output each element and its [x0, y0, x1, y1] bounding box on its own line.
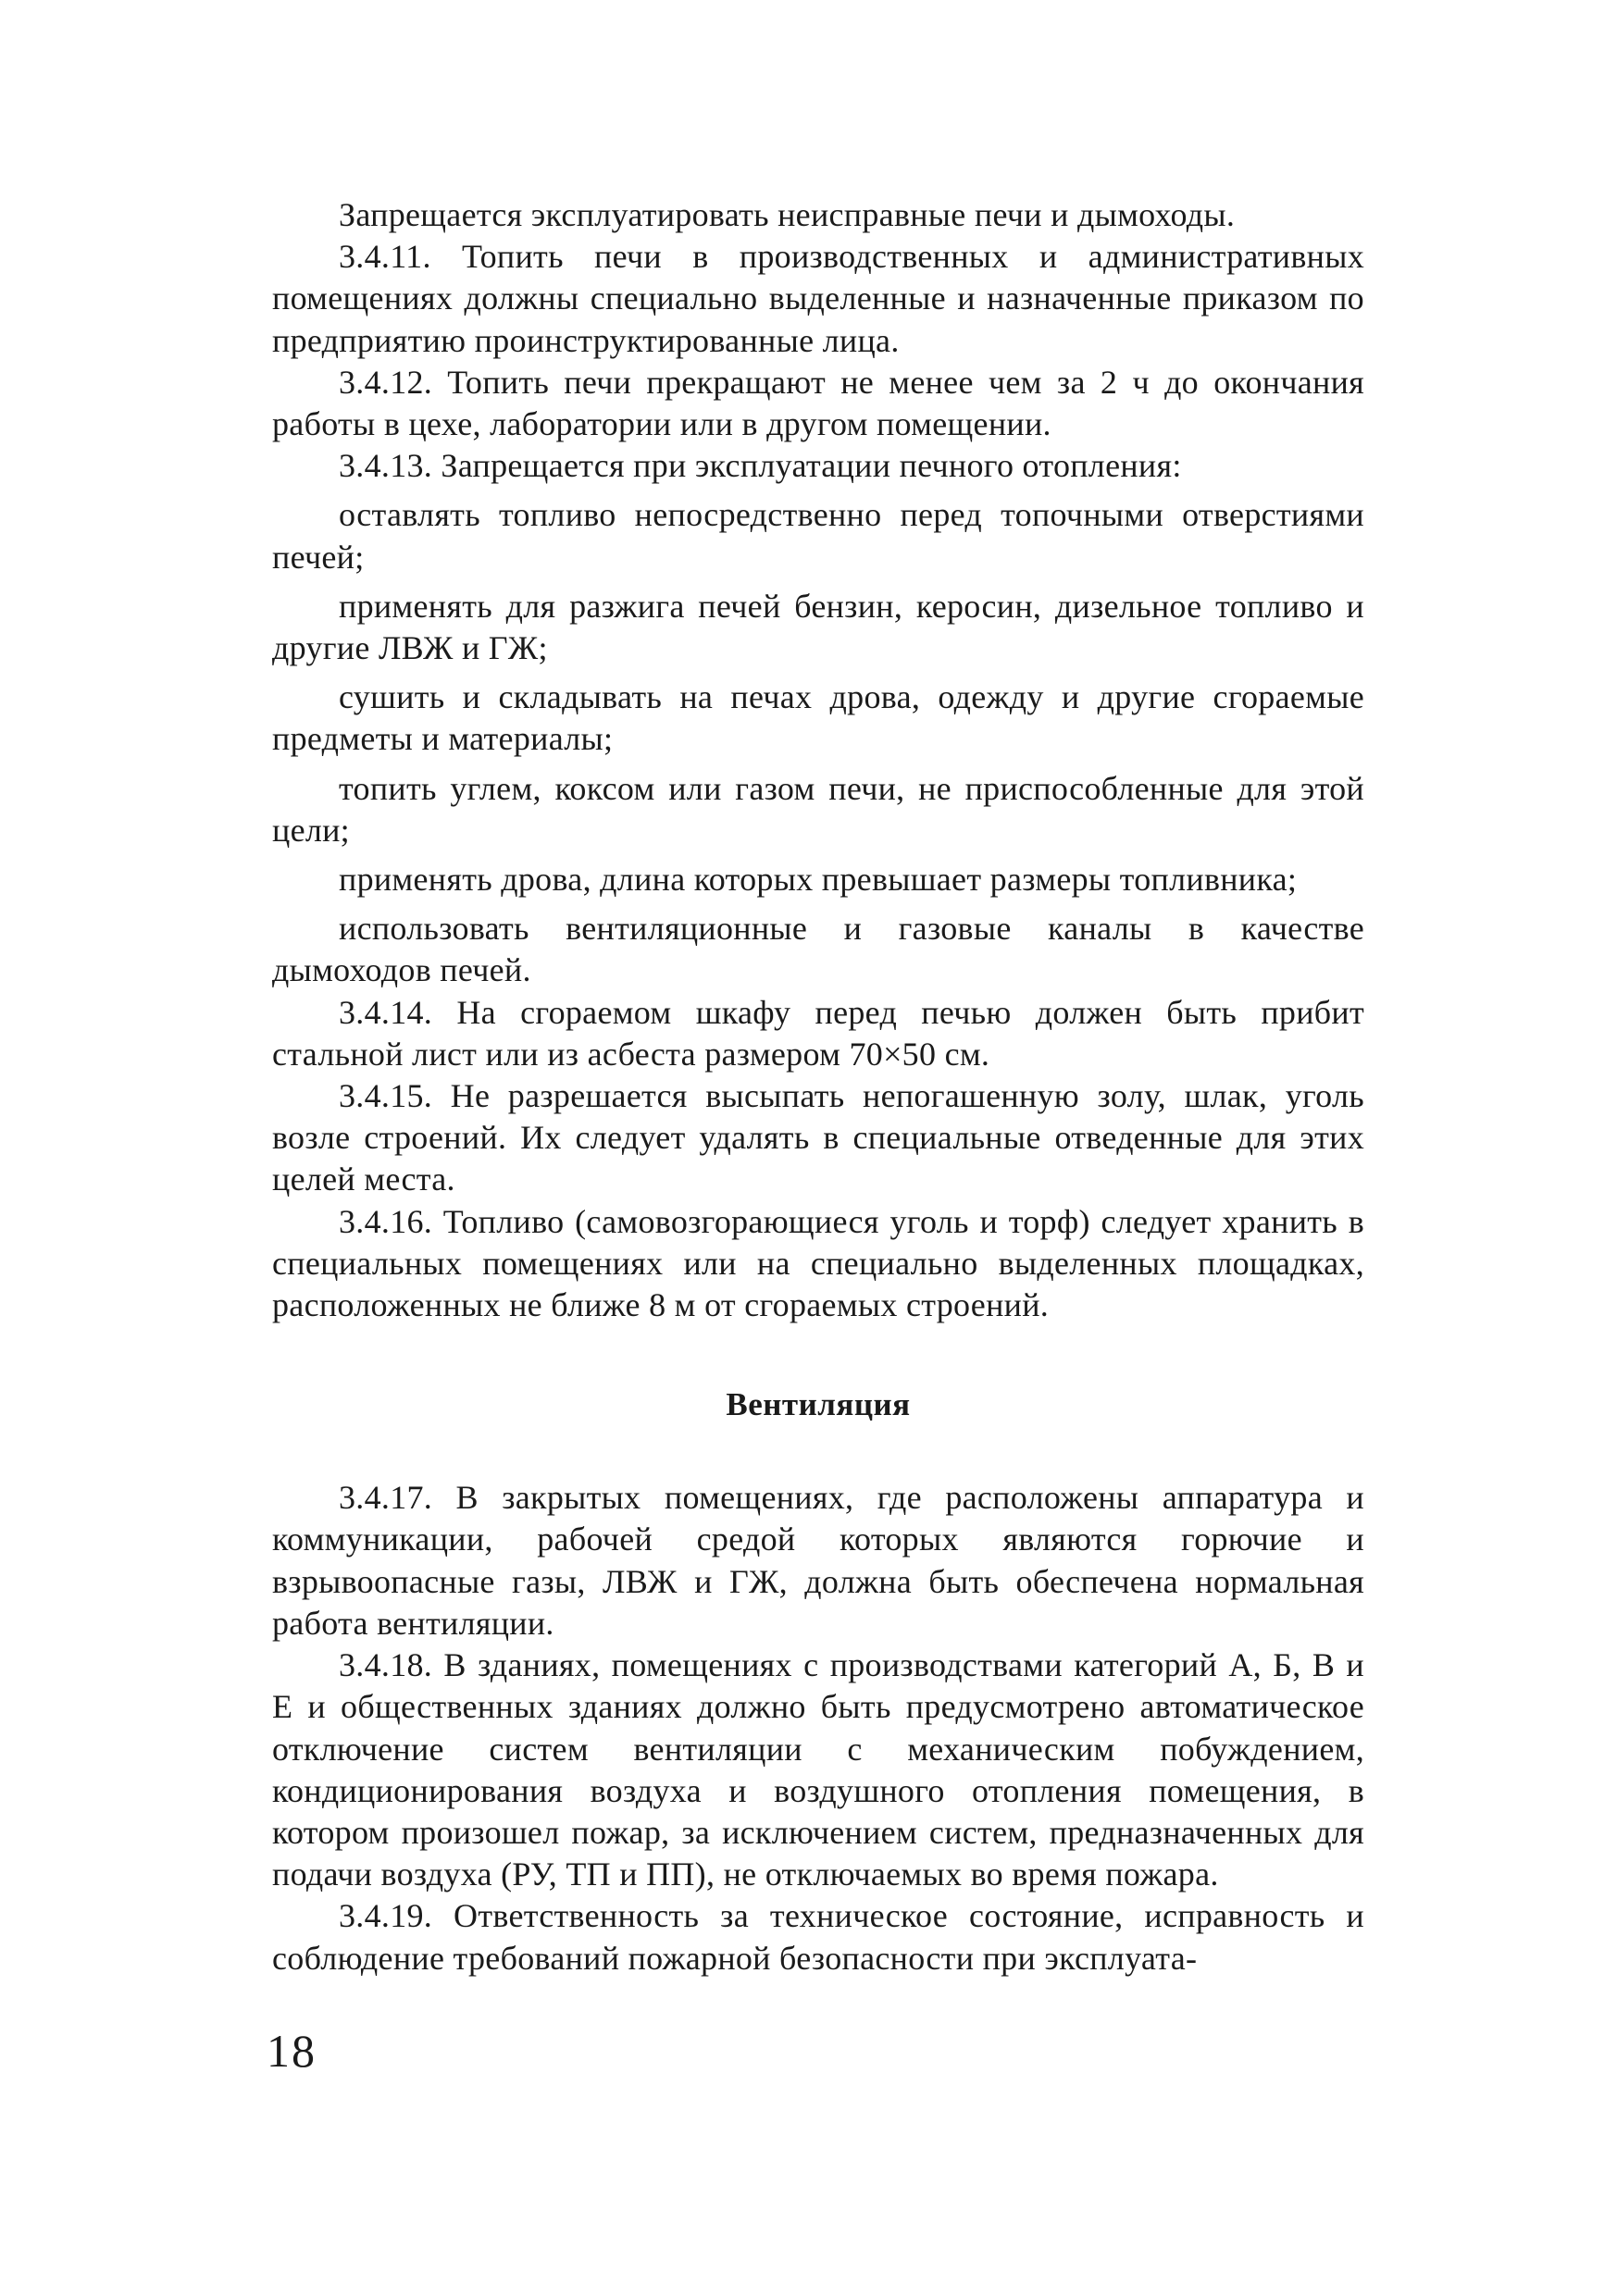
document-page	[272, 194, 1364, 1980]
list-item-firewood-length: применять дрова, длина которых превышает размеры топливника;	[339, 861, 1298, 899]
list-item-coal-coke-gas: топить углем, коксом или газом печи, не приспособленные для этой цели;	[272, 769, 1364, 849]
list-item-fuel-before-openings: оставлять топливо непосредственно перед топочными отверстиями печей;	[272, 496, 1364, 576]
paragraph-3-4-18: 3.4.18. В зданиях, помещениях с производствами категорий А, Б, В и Е и общественных зданиях должно быть предусмотрено автоматическое отключение систем вентиляции с механическим побуждением, кондиционирования воздуха и воздушного отопления помещения, в котором произошел пожар, за исключением систем, предназначенных для подачи воздуха (РУ, ТП и ПП), не отключаемых во время пожара.	[272, 1646, 1364, 1893]
list-item-ignition-fuels: применять для разжига печей бензин, керосин, дизельное топливо и другие ЛВЖ и ГЖ;	[272, 587, 1364, 667]
paragraph-3-4-14: 3.4.14. На сгораемом шкафу перед печью должен быть прибит стальной лист или из асбеста размером 70×50 см.	[272, 993, 1364, 1073]
paragraph-3-4-15: 3.4.15. Не разрешается высыпать непогашенную золу, шлак, уголь возле строений. Их следует удалять в специальные отведенные для этих целей места.	[272, 1077, 1364, 1198]
section-heading-ventilation: Вентиляция	[726, 1386, 911, 1423]
list-item-drying-on-stoves: сушить и складывать на печах дрова, одежду и другие сгораемые предметы и материалы;	[272, 678, 1364, 758]
page-number: 18	[267, 2025, 317, 2077]
paragraph-3-4-16: 3.4.16. Топливо (самовозгорающиеся уголь и торф) следует хранить в специальных помещениях или на специально выделенных площадках, расположенных не ближе 8 м от сгораемых строений.	[272, 1202, 1364, 1324]
paragraph-3-4-12: 3.4.12. Топить печи прекращают не менее чем за 2 ч до окончания работы в цехе, лаборатории или в другом помещении.	[272, 363, 1364, 443]
paragraph-3-4-19: 3.4.19. Ответственность за техническое состояние, исправность и соблюдение требований пожарной безопасности при эксплуата-	[272, 1897, 1364, 1977]
list-item-ventilation-channels: использовать вентиляционные и газовые каналы в качестве дымоходов печей.	[272, 910, 1364, 989]
paragraph-3-4-13: 3.4.13. Запрещается при эксплуатации печного отопления:	[339, 447, 1182, 485]
paragraph-3-4-17: 3.4.17. В закрытых помещениях, где расположены аппаратура и коммуникации, рабочей средой которых являются горючие и взрывоопасные газы, ЛВЖ и ГЖ, должна быть обеспечена нормальная работа вентиляции.	[272, 1479, 1364, 1642]
paragraph-prohibition-faulty-stoves: Запрещается эксплуатировать неисправные печи и дымоходы.	[339, 196, 1236, 233]
paragraph-3-4-11: 3.4.11. Топить печи в производственных и административных помещениях должны специально выделенные и назначенные приказом по предприятию проинструктированные лица.	[272, 238, 1364, 359]
